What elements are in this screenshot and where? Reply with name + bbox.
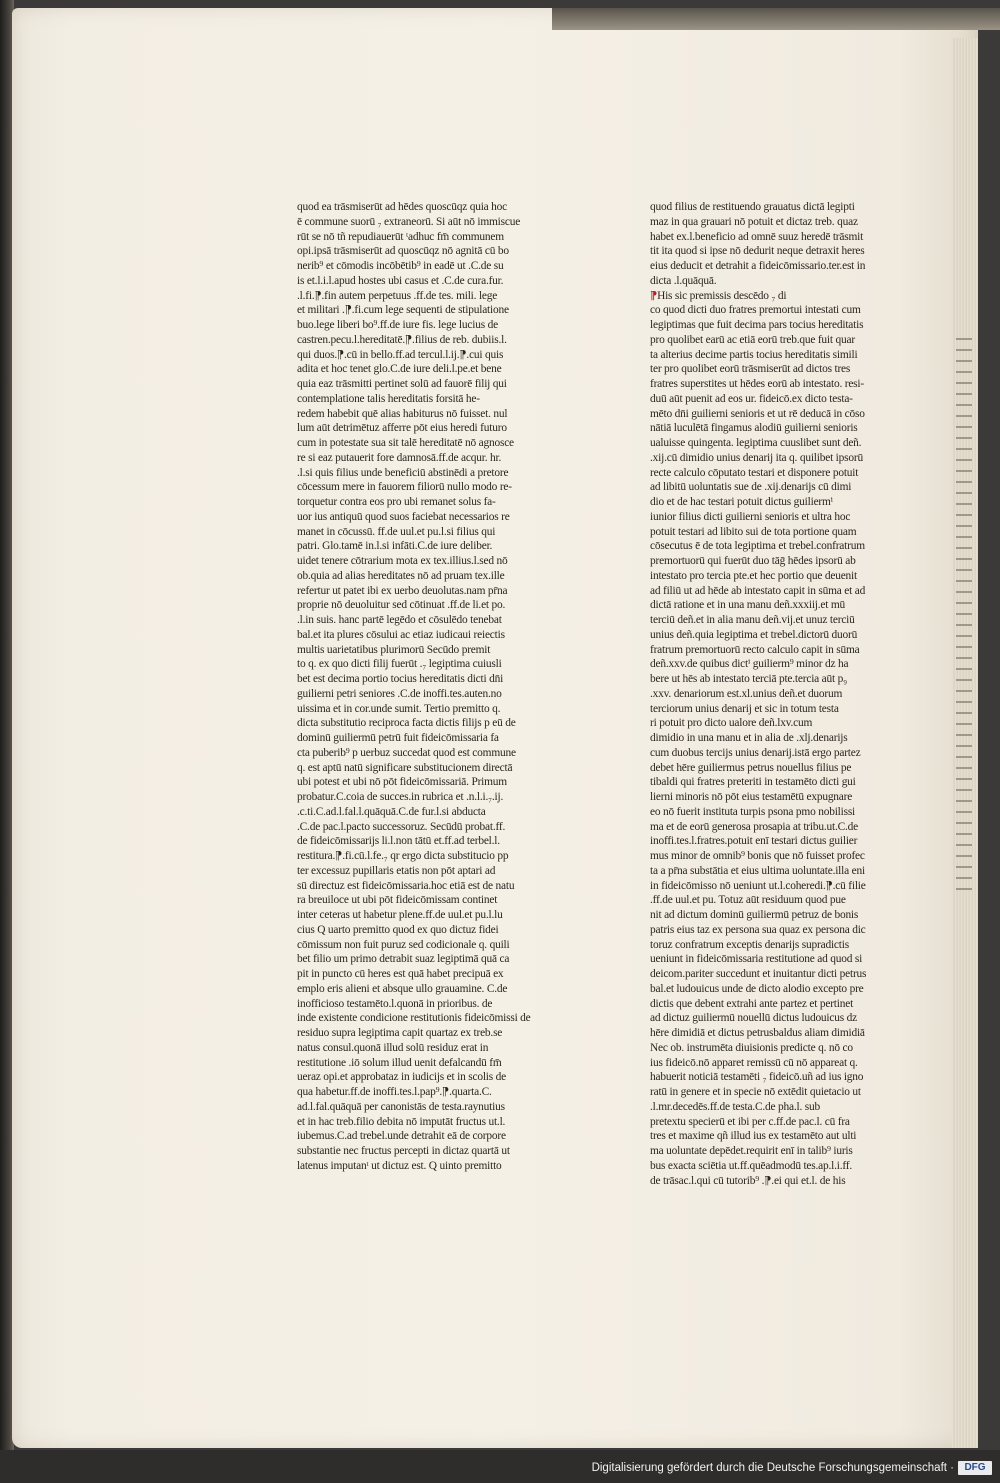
text-line: ueniunt in fideicōmissaria restitutione ad quod si [650,953,863,966]
text-line: inoffi.tes.l.fratres.potuit enī testari dictus guilier [650,835,858,848]
text-line: tit ita quod si ipse nō dedurit neque detraxit heres [650,245,865,258]
text-line: multis uarietatibus plurimorū Secūdo premit [297,643,491,656]
text-line: cōsecutus ē de tota legiptima et trebel.confratrum [650,540,865,553]
text-line: et militari .⁋.fi.cum lege sequenti de stipulatione [297,304,509,317]
text-line: habet ex.l.beneficio ad omnē suuz heredē trāsmit [650,230,864,243]
text-line: nātiā luculētā fingamus alodiū guilierni senioris [650,422,858,435]
text-line: contemplatione talis hereditatis forsitā he- [297,392,480,405]
text-line: de fideicōmissarijs li.l.non tātū et.ff.ad terbel.l. [297,835,500,848]
text-line: .l.mr.decedēs.ff.de testa.C.de pha.l. sub [650,1100,820,1113]
text-line: ter pro quolibet eorū trāsmiserūt ad dictos tres [650,363,851,376]
text-line: ter excessuz pupillaris etatis non pōt aptari ad [297,864,496,877]
text-line: potuit testari ad libito sui de tota portione quam [650,525,857,538]
text-line: tibaldi qui fratres preteriti in testamēto dicti gui [650,776,856,789]
text-line: bus exacta sciētia ut.ff.quēadmodū tes.ap.l.i.ff. [650,1159,853,1172]
text-line: et in hac treb.filio debita nō imputāt fructus ut.l. [297,1115,506,1128]
text-line: dimidio in una manu et in alia de .xlj.denarijs [650,732,848,744]
text-line: ma et de eorū generosa prosapia at tribu.ut.C.de [650,820,859,833]
text-line: toruz confratrum exceptis denarijs supradictis [650,938,849,951]
text-line: ad.l.fal.quāquā per canonistās de testa.raynutius [297,1100,505,1113]
text-line: nit ad dictum dominū guiliermū petruz de bonis [650,909,859,921]
text-line: adita et hoc tenet glo.C.de iure deli.l.pe.et bene [297,363,502,376]
text-line: duū aūt puenit ad eos ur. fideicō.ex dicto testa- [650,392,853,405]
text-line: ma uoluntate depēdet.requirit enī in talib⁹ iuris [650,1145,853,1157]
text-line: dictā ratione et in una manu deñ.xxxiij.et mū [650,599,846,612]
text-line: is et.l.i.l.apud hostes ubi casus et .C.de cura.fur. [297,274,504,287]
text-line: bet filio um primo detrabit suaz legiptimā quā ca [297,953,510,966]
text-line: dio et de hac testari potuit dictus guiliermⁱ [650,496,833,508]
text-line: iunior filius dicti guilierni senioris et ultra hoc [650,510,851,523]
text-line: sū directuz est fideicōmissaria.hoc etiā est de natu [297,879,515,892]
text-line: .l.in suis. hanc partē legēdo et cōsulēdo tenebat [297,614,502,626]
text-line: hēre dimidiā et dictus petrusbaldus aliam dimidiā [650,1027,865,1039]
text-line: fratres superstites ut hēdes eorū ab intestato. resi- [650,378,864,390]
text-line: cius Q uarto premitto quod ex quo dictuz fidei [297,923,499,936]
text-line: uidet tenere cōtrarium mota ex tex.illius.l.sed nō [297,555,508,567]
text-line: manet in cōcussū. ff.de uul.et pu.l.si filius qui [297,525,496,538]
text-line: legiptimas que fuit decima pars tocius hereditatis [650,319,864,331]
text-line: dicta .l.quāquā. [650,274,717,287]
text-line: ius fideicō.nō apparet remissū cū nō appareat q. [650,1056,858,1069]
text-line: nerib⁹ et cōmodis incōbētib⁹ in eadē ut .C.de su [297,260,504,272]
text-line: rūt se nō tñ repudiauerūt ᵗadhuc fm̄ communem [297,230,504,243]
text-line: inter ceteras ut habetur plene.ff.de uul.et pu.l.lu [297,909,503,921]
text-line: iubemus.C.ad trebel.unde detrahit eā de corpore [297,1130,506,1143]
text-line: emplo eris alieni et absque ullo grauamine. C.de [297,982,508,995]
text-line: residuo supra legiptima capit quartaz ex treb.se [297,1027,503,1039]
text-line: bal.et ita plures cōsului ac etiaz iudicaui reiectis [297,628,505,641]
text-line: quod filius de restituendo grauatus dictā legipti [650,201,855,213]
text-line: dicta substitutio reciproca facta dictis filijs p eū de [297,717,516,730]
text-line: pit in puncto cū heres est quā habet precipuā ex [297,968,504,980]
right-page-stack [952,38,978,1448]
funding-credit: Digitalisierung gefördert durch die Deutsche Forschungsgemeinschaft · [591,1462,954,1474]
text-line: .xxv. denariorum est.xl.unius deñ.et duorum [650,687,843,700]
text-line: intestato pro tercia pte.et hec portio que deuenit [650,569,857,582]
text-line: ad libitū uoluntatis sue de .xij.denarijs cū dimi [650,481,852,494]
text-line: terciorum unius denarij et sic in totum testa [650,702,839,715]
text-line: castren.pecu.l.hereditatē.⁋.filius de reb. dubiis.l. [297,333,507,346]
text-line: restitura.⁋.fi.cū.l.fe.₇ qr ergo dicta substitucio pp [297,850,509,862]
left-text-column [297,200,547,1174]
text-line: bere ut hēs ab intestato terciā pte.tercia aūt p₉ [650,673,847,685]
text-line: mēto dn̄i guilierni senioris et ut rē deducā in cōso [650,407,865,420]
text-line: ra breuiloce ut ubi pōt fideicōmissam continet [297,894,498,907]
text-line: eo nō fuerit instituta turpis psona pmo nobilissi [650,805,856,818]
text-line: cum duobus tercijs unius denarij.istā ergo partez [650,746,861,759]
text-line: inofficioso testamēto.l.quonā in prioribus. de [297,997,493,1010]
text-line: debet hēre guiliermus petrus nouellus filius pe [650,761,852,774]
text-line: refertur ut patet ibi ex uerbo deuolutas.nam pr̄na [297,584,508,597]
text-line: .c.ti.C.ad.l.fal.l.quāquā.C.de fur.l.si abducta [297,805,486,818]
text-line: restitutione .iō solum illud uenit defalcandū fm̄ [297,1056,502,1069]
text-line: co quod dicti duo fratres premortui intestati cum [650,304,861,317]
text-line: .ff.de uul.et pu. Totuz aūt residuum quod pue [650,894,846,907]
text-line: cta puberib⁹ p uerbuz succedat quod est commune [297,746,516,759]
text-line: pro quolibet earū ac etiā eorū treb.que fuit quar [650,333,855,346]
text-line: ta alterius decime partis tocius hereditatis simili [650,348,858,361]
text-line: mus minor de omnib⁹ bonis que nō fuisset profec [650,850,865,862]
text-line: Nec ob. instrumēta diuisionis predicte q. nō co [650,1041,853,1054]
text-line: ri potuit pro dicto ualore deñ.lxv.cum [650,717,813,730]
text-line: proprie nō deuoluitur sed cōtinuat .ff.de li.et po. [297,599,506,612]
text-line: ualuisse quingenta. legiptima cuuslibet sunt deñ. [650,437,862,449]
text-line: deñ.xxv.de quibus dictⁱ guilierm⁹ minor dz ha [650,658,849,671]
text-line: .C.de pac.l.pacto successoruz. Secūdū probat.ff. [297,820,506,833]
text-line: .xij.cū dimidio unius denarij ita q. quilibet ipsorū [650,451,863,464]
text-line: fratrum premortuorū recto calculo capit in sūma [650,643,860,656]
text-line: re si eaz putauerit fore damnosā.ff.de acqur. hr. [297,451,502,464]
text-line: bal.et ludouicus unde de dicto alodio excepto pre [650,982,864,995]
text-line: terciū deñ.et in alia manu deñ.vij.et unuz terciū [650,614,855,626]
text-line: .l.si quis filius unde beneficiū abstinēdi a pretore [297,466,509,479]
text-line: deicom.pariter succedunt et inuitantur dicti petrus [650,968,867,980]
text-line: ad filiū ut ad hēde ab intestato capit in sūma et ad [650,584,866,597]
text-line: in fideicōmisso nō ueniunt ut.l.coheredi.⁋.cū filie [650,879,866,892]
text-line: dominū guiliermū petrū fuit fideicōmissaria fa [297,732,499,744]
text-line: de trāsac.l.qui cū tutorib⁹ .⁋.ei qui et.l. de his [650,1174,846,1187]
rubric-line [650,289,902,304]
text-line: cum in potestate sua sit talē hereditatē nō agnosce [297,437,514,449]
text-line: .l.fi.⁋.fin autem perpetuus .ff.de tes. mili. lege [297,289,498,302]
text-line: ratū in genere et in specie nō extēdit quietacio ut [650,1086,861,1098]
top-fold-shadow [552,8,1000,30]
text-line: qui duos.⁋.cū in bello.ff.ad tercul.l.ij.⁋.cui quis [297,348,504,361]
text-line: quia eaz trāsmitti pertinet solū ad fauorē filij qui [297,378,507,390]
text-line: bet est decima portio tocius hereditatis dicti dn̄i [297,673,504,685]
text-line: torquetur contra eos pro ubi remanet solus fa- [297,496,496,508]
text-line: ē commune suorū ₇ extraneorū. Si aūt nō immiscue [297,215,521,228]
text-line: inde existente condicione restitutionis fideicōmissi de [297,1012,531,1025]
text-line: probatur.C.coia de succes.in rubrica et .n.l.i.₇.ij. [297,791,504,803]
text-line: recte calculo cōputato testari et disponere potuit [650,466,859,479]
text-line: ubi potest et ubi nō pōt fideicōmissariā. Primum [297,776,507,789]
paragraph-mark: ⁋ [650,289,658,302]
text-line: eius deducit et detrahit a fideicōmissario.ter.est in [650,260,866,272]
text-line: latenus imputanᵗ ut dictuz est. Q uinto premitto [297,1159,502,1172]
right-text-column [650,200,902,1188]
text-line: dictis que debent extrahi ante partez et pertinet [650,997,854,1010]
text-line: patris eius taz ex persona sua quaz ex persona dic [650,923,866,936]
text-line: substantie nec fructus percepti in dictaz quartā ut [297,1145,510,1157]
text-line: ueraz opi.et approbataz in iudicijs et in scolis de [297,1071,506,1084]
text-line: premortuorū qui fuerūt duo tāḡ hēdes ipsorū ab [650,555,856,567]
text-line: ad dictuz guiliermū nouellū dictus ludouicus dz [650,1012,857,1025]
rubric-text: His sic premissis descēdo ₇ di [657,289,787,302]
text-line: natus consul.quonā illud solū residuz erat in [297,1041,489,1054]
text-line: lum aūt detrimētuz afferre pōt eius heredi futuro [297,422,507,435]
text-line: guilierni petri seniores .C.de inoffi.tes.auten.no [297,687,502,700]
text-line: maz in qua grauari nō potuit et dictaz treb. quaz [650,215,858,228]
text-line: to q. ex quo dicti filij fuerūt .₇ legiptima cuiusli [297,658,502,671]
dfg-logo: DFG [958,1461,992,1475]
text-line: uissima et in cor.unde sumit. Tertio premitto q. [297,702,501,715]
text-line: ta a pr̄na substātia et eius ultima uoluntate.illa eni [650,864,865,877]
text-line: tres et maxime qñ illud ius ex testamēto aut ulti [650,1130,857,1143]
text-line: pretextu specierū et ibi per c.ff.de pac.l. cū fra [650,1115,850,1128]
text-line: habuerit noticiā testamēti ₇ fideicō.uñ ad ius igno [650,1071,864,1084]
text-line: q. est aptū natū significare substitucionem directā [297,761,513,774]
text-line: buo.lege liberi bo⁹.ff.de iure fis. lege lucius de [297,319,498,331]
text-line: uor ius antiquū quod suos faciebat necessarios re [297,510,510,523]
text-line: ob.quia ad alias hereditates nō ad pruam tex.ille [297,569,505,582]
text-line: cōcessum mere in fauorem filiorū nullo modo re- [297,481,512,494]
text-line: unius deñ.quia legiptima et trebel.dictorū duorū [650,628,858,641]
text-line: lierni minoris nō pōt eius testamētū expugnare [650,791,853,803]
text-line: patri. Glo.tamē in.l.si infāti.C.de iure deliber. [297,540,493,553]
text-line: quod ea trāsmiserūt ad hēdes quoscūqz quia hoc [297,201,508,213]
text-line: redem habebit quē alias habiturus nō fuisset. nul [297,407,508,420]
text-line: cōmissum non fuit puruz sed codicionale q. quili [297,938,510,951]
text-line: qua habetur.ff.de inoffi.tes.l.pap⁹.⁋.quarta.C. [297,1086,492,1098]
text-line: opi.ipsā trāsmiserūt ad quoscūqz nō agnitā cū bo [297,245,509,258]
footer-bar [0,1450,1000,1483]
